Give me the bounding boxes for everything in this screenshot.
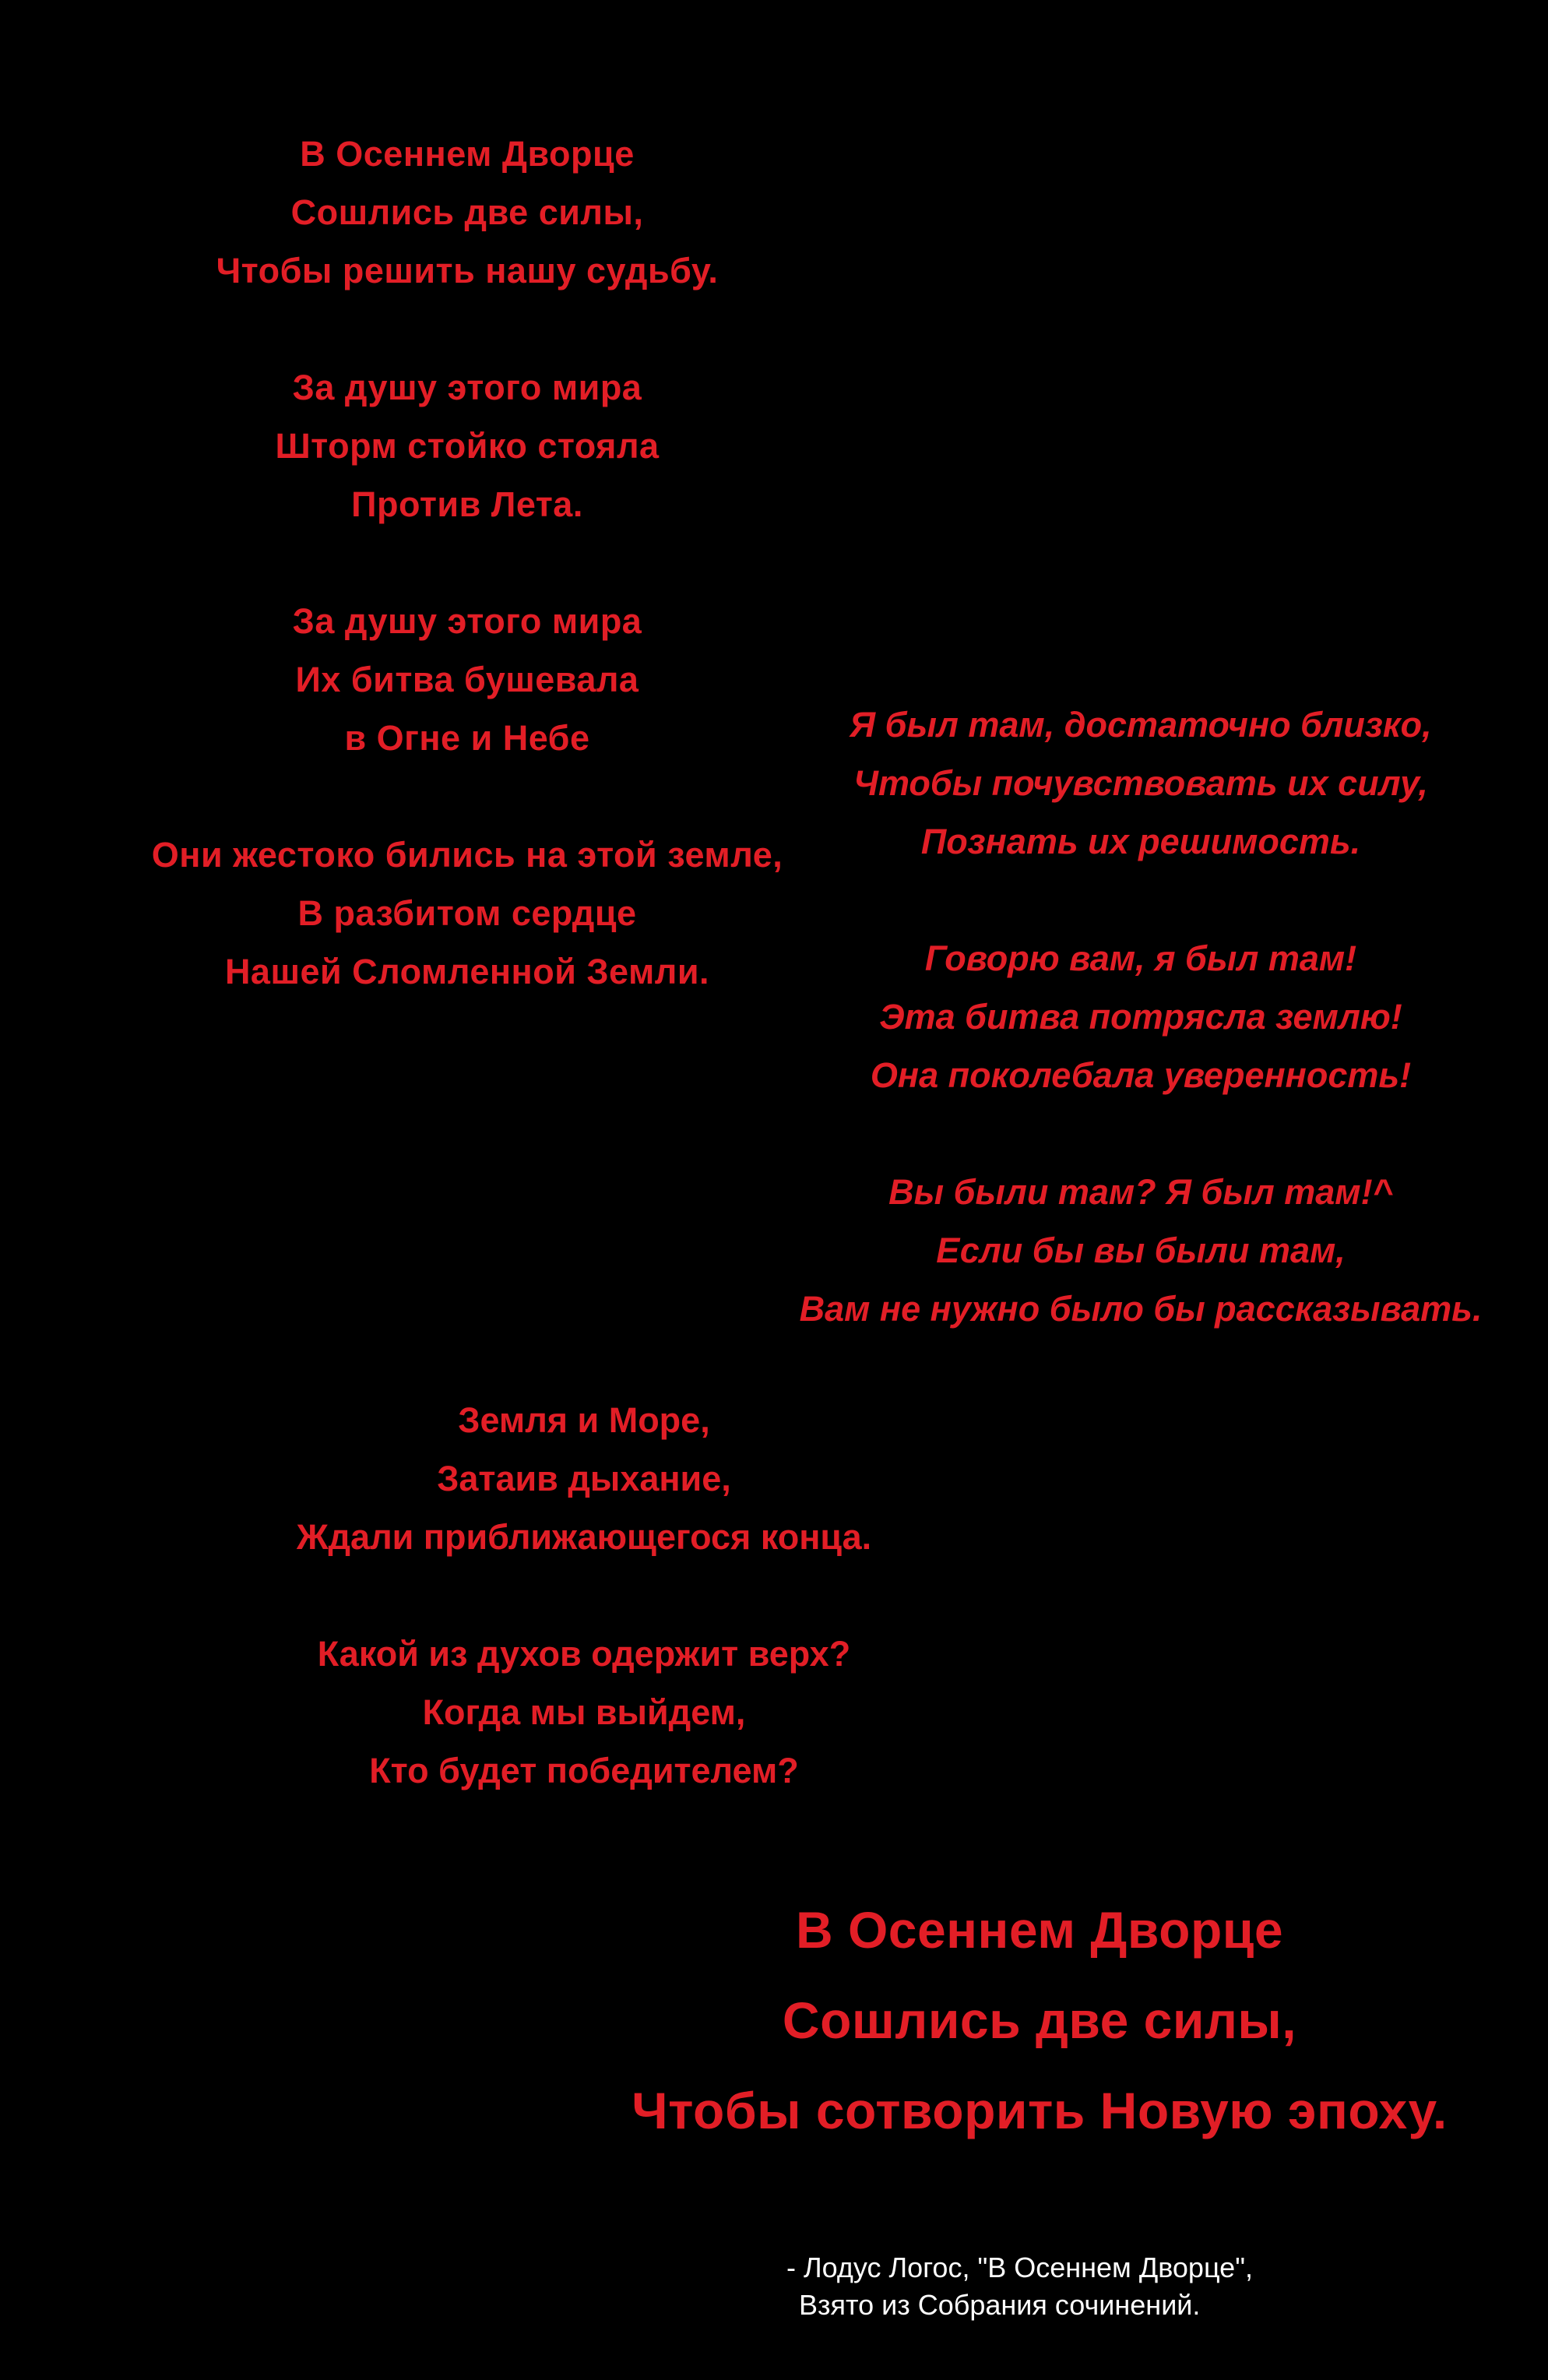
finale-line: В Осеннем Дворце [795, 1901, 1284, 1959]
verse-line: Вы были там? Я был там!^ [888, 1172, 1393, 1212]
finale-line: Чтобы сотворить Новую эпоху. [632, 2082, 1448, 2139]
verse-line: Чтобы почувствовать их силу, [853, 763, 1428, 803]
attribution [786, 2249, 1409, 2324]
verse-line: Их битва бушевала [295, 660, 639, 699]
verse-line: За душу этого мира [292, 601, 642, 641]
verse-line: В разбитом сердце [297, 893, 637, 933]
verse-line: Против Лета. [351, 484, 583, 524]
verse-line: За душу этого мира [292, 368, 642, 407]
verse-line: в Огне и Небе [344, 718, 590, 758]
verse-line: Эта битва потрясла землю! [879, 997, 1402, 1037]
right-verse [748, 695, 1534, 1338]
verse-line: Говорю вам, я был там! [924, 938, 1357, 978]
verse-line: Нашей Сломленной Земли. [224, 952, 710, 991]
stanza-gap [93, 300, 841, 358]
verse-line: Шторм стойко стояла [275, 426, 660, 466]
stanza-gap [93, 533, 841, 592]
verse-line: Земля и Море, [458, 1400, 710, 1440]
finale-line: Сошлись две силы, [782, 1991, 1297, 2049]
verse-line: Я был там, достаточно близко, [850, 705, 1432, 745]
verse-line: В Осеннем Дворце [300, 134, 635, 174]
stanza-gap [748, 1104, 1534, 1163]
verse-line: Кто будет победителем? [369, 1751, 799, 1790]
verse-line: Она поколебала уверенность! [870, 1055, 1412, 1095]
verse-line: Когда мы выйдем, [422, 1692, 746, 1732]
verse-line: Затаив дыхание, [437, 1459, 731, 1498]
middle-verse [226, 1391, 942, 1800]
stanza-gap [748, 871, 1534, 929]
verse-line: Познать их решимость. [920, 822, 1361, 861]
attribution-source: Взято из Собрания сочинений. [799, 2289, 1201, 2321]
verse-line: Ждали приближающегося конца. [296, 1517, 872, 1557]
verse-line: Вам не нужно было бы рассказывать. [799, 1289, 1483, 1329]
verse-line: Чтобы решить нашу судьбу. [216, 251, 719, 290]
attribution-author: - Лодус Логос, "В Осеннем Дворце", [786, 2251, 1253, 2283]
verse-line: Если бы вы были там, [936, 1230, 1346, 1270]
verse-line: Какой из духов одержит верх? [317, 1634, 851, 1674]
stanza-gap [93, 767, 841, 826]
left-verse [93, 125, 841, 1001]
finale-verse [592, 1885, 1487, 2156]
verse-line: Сошлись две силы, [290, 192, 644, 232]
verse-line: Они жестоко бились на этой земле, [151, 835, 783, 875]
stanza-gap [226, 1566, 942, 1625]
